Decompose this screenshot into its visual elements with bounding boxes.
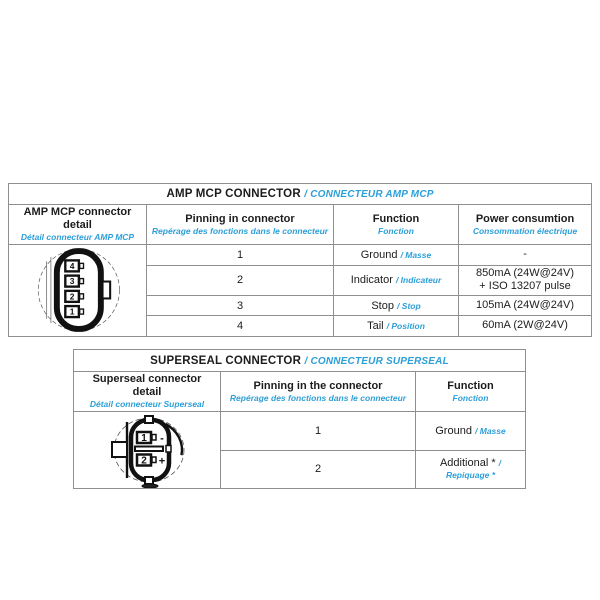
amp-function-2-en: Indicator xyxy=(350,274,393,287)
amp-col-header-function xyxy=(334,205,459,245)
superseal-table-title-en: SUPERSEAL CONNECTOR xyxy=(150,354,302,367)
superseal-col-header-detail-fr: Détail connecteur Superseal xyxy=(89,399,205,410)
amp-pin-number-4: 4 xyxy=(147,316,334,337)
amp-pin-number-2: 2 xyxy=(147,265,334,296)
amp-function-1-en: Ground xyxy=(360,248,398,261)
amp-col-header-function-en: Function xyxy=(372,212,420,225)
superseal-table-title xyxy=(74,350,526,372)
superseal-row-pin1 xyxy=(74,411,526,451)
amp-power-4-value: 60mA (2W@24V) xyxy=(482,319,568,332)
superseal-function-2-en: Additional * xyxy=(439,457,496,470)
amp-function-4-fr: / Position xyxy=(386,321,425,332)
amp-diagram-pin4-tab xyxy=(79,264,83,269)
superseal-table-title-row xyxy=(74,350,526,372)
superseal-col-header-function-fr: Fonction xyxy=(452,392,489,403)
amp-function-1 xyxy=(334,244,459,265)
superseal-pin-number-1: 1 xyxy=(221,411,416,451)
superseal-function-1-en: Ground xyxy=(435,424,472,437)
superseal-diagram-pin1-label: 1 xyxy=(141,432,147,444)
amp-table-title-en: AMP MCP CONNECTOR xyxy=(166,188,301,200)
amp-col-header-power xyxy=(459,205,592,245)
amp-power-4 xyxy=(459,316,592,337)
amp-power-1 xyxy=(459,244,592,265)
amp-row-pin1 xyxy=(9,244,592,265)
superseal-function-1-fr: / Masse xyxy=(475,425,506,436)
superseal-col-header-function xyxy=(416,372,526,412)
amp-function-1-fr: / Masse xyxy=(400,249,432,260)
amp-function-3-en: Stop xyxy=(371,299,394,312)
amp-table-title-fr: / CONNECTEUR AMP MCP xyxy=(304,189,434,200)
superseal-diagram-bottom-latch xyxy=(145,477,153,484)
amp-diagram-pin3-tab xyxy=(79,279,83,284)
amp-col-header-function-fr: Fonction xyxy=(378,225,414,236)
amp-pin-number-1: 1 xyxy=(147,244,334,265)
amp-diagram-side-latch xyxy=(102,282,110,299)
amp-connector-detail-cell xyxy=(9,244,147,337)
amp-connector-diagram xyxy=(17,246,139,334)
amp-power-2 xyxy=(459,265,592,296)
amp-diagram-pin1-tab xyxy=(79,309,83,314)
amp-function-3 xyxy=(334,296,459,316)
superseal-diagram-pin2-label: 2 xyxy=(141,455,147,467)
superseal-col-header-pinning-en: Pinning in the connector xyxy=(253,379,383,392)
amp-table-title-row xyxy=(9,184,592,205)
amp-col-header-pinning-en: Pinning in connector xyxy=(185,212,295,225)
superseal-diagram-minus-sign: - xyxy=(160,432,164,445)
superseal-diagram-pin1-tab xyxy=(152,434,156,440)
superseal-function-2-fr: / Repiquage * xyxy=(445,458,502,481)
amp-col-header-pinning xyxy=(147,205,334,245)
amp-col-header-detail xyxy=(9,205,147,245)
amp-col-header-detail-en: AMP MCP connector detail xyxy=(23,206,132,232)
amp-power-2-line1: 850mA (24W@24V) xyxy=(476,266,575,279)
amp-power-3 xyxy=(459,296,592,316)
amp-diagram-pin2-label: 2 xyxy=(69,291,74,302)
amp-col-header-power-en: Power consumtion xyxy=(475,212,575,225)
amp-function-2 xyxy=(334,265,459,296)
superseal-col-header-function-en: Function xyxy=(447,379,494,392)
superseal-diagram-top-latch xyxy=(145,416,153,423)
superseal-function-2 xyxy=(416,451,526,489)
amp-col-header-detail-fr: Détail connecteur AMP MCP xyxy=(20,232,135,243)
amp-function-3-fr: / Stop xyxy=(397,300,421,311)
amp-col-header-power-fr: Consommation électrique xyxy=(472,225,578,236)
amp-diagram-pin2-tab xyxy=(79,294,83,299)
superseal-connector-diagram xyxy=(92,412,202,488)
amp-function-4 xyxy=(334,316,459,337)
amp-diagram-pin4-label: 4 xyxy=(69,261,74,272)
amp-mcp-connector-table xyxy=(8,183,592,337)
superseal-function-1 xyxy=(416,411,526,451)
superseal-col-header-pinning-fr: Repérage des fonctions dans le connecteur xyxy=(229,392,407,403)
superseal-diagram-plus-sign: + xyxy=(158,455,166,468)
amp-col-header-pinning-fr: Repérage des fonctions dans le connecteur xyxy=(151,225,329,236)
superseal-connector-table xyxy=(73,349,526,489)
superseal-pin-number-2: 2 xyxy=(221,451,416,489)
superseal-col-header-detail xyxy=(74,372,221,412)
amp-function-2-fr: / Indicateur xyxy=(395,275,442,286)
amp-diagram-pin1-label: 1 xyxy=(69,307,74,318)
amp-power-3-value: 105mA (24W@24V) xyxy=(476,298,575,311)
amp-diagram-pin3-label: 3 xyxy=(69,276,74,287)
superseal-col-header-detail-en: Superseal connector detail xyxy=(92,373,202,399)
superseal-diagram-key-bar xyxy=(135,446,163,451)
superseal-diagram-left-tab xyxy=(112,442,127,457)
amp-power-2-line2: + ISO 13207 pulse xyxy=(479,280,571,293)
superseal-table-title-fr: / CONNECTEUR SUPERSEAL xyxy=(304,355,449,367)
superseal-diagram-key-end xyxy=(166,445,171,452)
amp-power-1-value: - xyxy=(523,247,527,260)
superseal-diagram-bottom-seal xyxy=(142,484,158,488)
superseal-table-header-row xyxy=(74,372,526,412)
amp-table-title xyxy=(9,184,592,205)
superseal-connector-detail-cell xyxy=(74,411,221,488)
amp-table-header-row xyxy=(9,205,592,245)
amp-pin-number-3: 3 xyxy=(147,296,334,316)
superseal-col-header-pinning xyxy=(221,372,416,412)
superseal-diagram-pin2-tab xyxy=(152,457,156,463)
amp-function-4-en: Tail xyxy=(367,320,384,333)
